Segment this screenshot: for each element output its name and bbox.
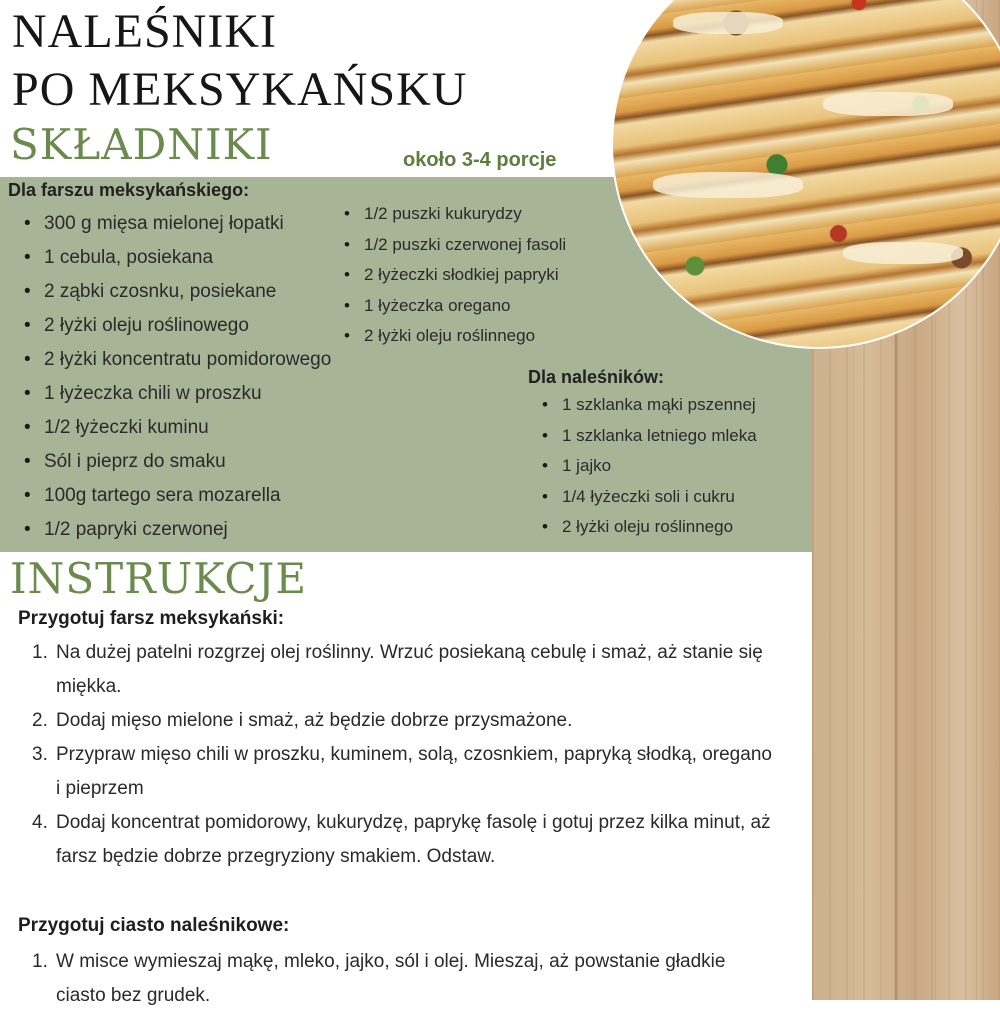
list-item [32,738,772,806]
filling-ingredients-list [22,210,331,550]
list-item: • 100g tartego sera mozarella [22,482,331,516]
step-number: 1. [32,642,48,663]
list-item: • 1 cebula, posiekana [22,244,331,278]
list-item [32,945,772,1013]
list-item: • 2 łyżki oleju roślinowego [22,312,331,346]
pancake-ingredients-title: Dla naleśników: [528,367,665,387]
list-item: • 2 łyżki oleju roślinnego [540,514,757,545]
step-text: W misce wymieszaj mąkę, mleko, jajko, sól i olej. Mieszaj, aż powstanie gładkie ciasto bez grudek. [56,951,726,1006]
ingredients-heading: SKŁADNIKI [10,120,273,169]
list-item: • 1/2 łyżeczki kuminu [22,414,331,448]
step-number: 4. [32,812,48,833]
filling-ingredients-list-2 [342,201,566,354]
list-item: • 1 szklanka letniego mleka [540,423,757,454]
filling-steps-title: Przygotuj farsz meksykański: [18,608,285,629]
list-item: • 1/2 papryki czerwonej [22,516,331,550]
list-item: • 1 szklanka mąki pszennej [540,392,757,423]
step-number: 1. [32,951,48,972]
step-text: Na dużej patelni rozgrzej olej roślinny. Wrzuć posiekaną cebulę i smaż, aż stanie się miękka. [56,642,763,697]
list-item: • 1/4 łyżeczki soli i cukru [540,484,757,515]
list-item [32,806,772,874]
list-item: • Sól i pieprz do smaku [22,448,331,482]
list-item [32,636,772,704]
step-text: Przypraw mięso chili w proszku, kuminem, solą, czosnkiem, papryką słodką, oregano i pieprzem [56,744,772,799]
list-item: • 2 łyżki koncentratu pomidorowego [22,346,331,380]
list-item: • 1/2 puszki kukurydzy [342,201,566,232]
filling-steps-list [32,636,772,874]
list-item: • 1 łyżeczka oregano [342,293,566,324]
servings-label: około 3-4 porcje [403,149,557,171]
step-text: Dodaj koncentrat pomidorowy, kukurydzę, paprykę fasolę i gotuj przez kilka minut, aż farsz będzie dobrze przegryziony smakiem. Odstaw. [56,812,771,867]
list-item: • 2 ząbki czosnku, posiekane [22,278,331,312]
recipe-title-line-2: PO MEKSYKAŃSKU [12,63,468,116]
list-item: • 1 jajko [540,453,757,484]
dough-steps-list [32,945,772,1013]
step-text: Dodaj mięso mielone i smaż, aż będzie dobrze przysmażone. [56,710,573,731]
list-item: • 2 łyżki oleju roślinnego [342,323,566,354]
step-number: 2. [32,710,48,731]
list-item: • 1 łyżeczka chili w proszku [22,380,331,414]
list-item: • 300 g mięsa mielonej łopatki [22,210,331,244]
dough-steps-title: Przygotuj ciasto naleśnikowe: [18,915,290,936]
recipe-title-line-1: NALEŚNIKI [12,5,277,58]
step-number: 3. [32,744,48,765]
pancake-ingredients-list [540,392,757,545]
list-item [32,704,772,738]
instructions-heading: INSTRUKCJE [10,554,308,603]
list-item: • 1/2 puszki czerwonej fasoli [342,232,566,263]
filling-ingredients-title: Dla farszu meksykańskiego: [8,180,250,200]
list-item: • 2 łyżeczki słodkiej papryki [342,262,566,293]
